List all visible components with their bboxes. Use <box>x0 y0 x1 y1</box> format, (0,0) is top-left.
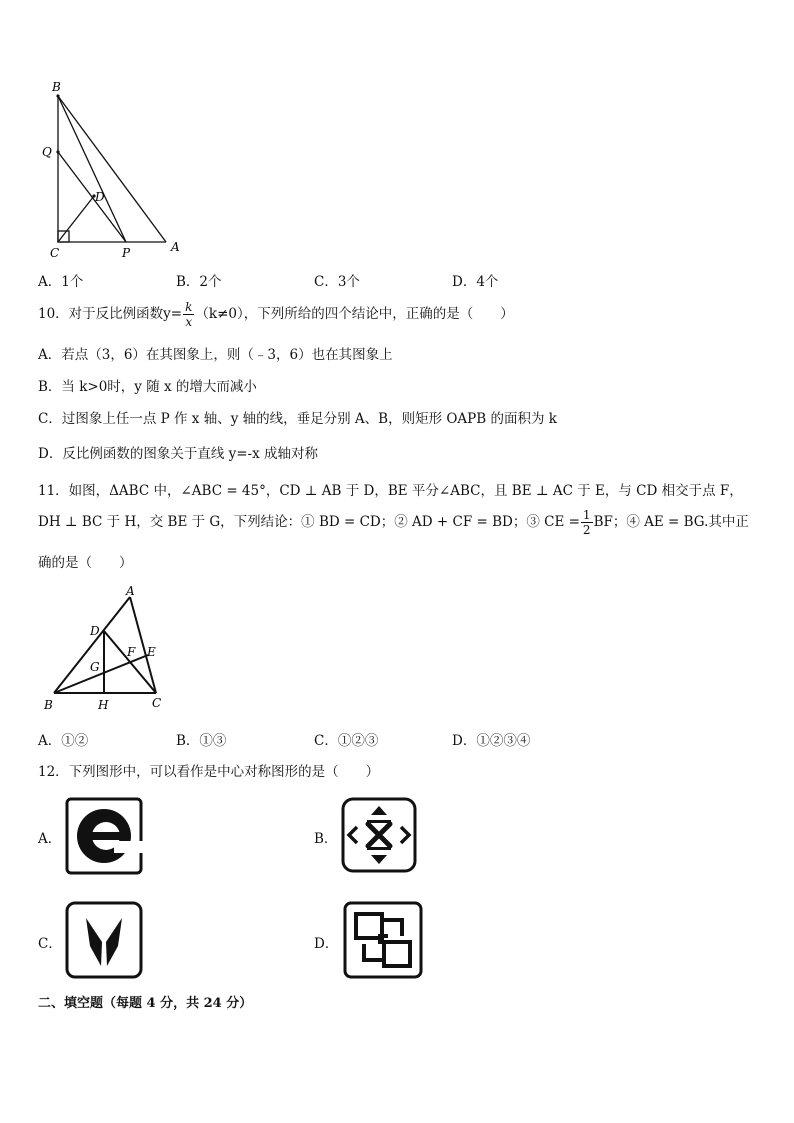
q9-label-d: D <box>95 190 105 204</box>
q12-option-b-label: B． <box>314 831 338 847</box>
q11-option-a: A．①② <box>38 733 89 749</box>
q10-stem <box>38 300 514 329</box>
q12-figure-c-v-logo-icon <box>64 900 144 980</box>
q11-triangle-figure <box>40 585 180 715</box>
q9-triangle-figure <box>30 78 190 263</box>
q11-option-b: B．①③ <box>176 733 227 749</box>
q10-option-d: D．反比例函数的图象关于直线 y=-x 成轴对称 <box>38 446 319 462</box>
q10-stem-suffix: （k≠0），下列所给的四个结论中，正确的是（ ） <box>195 306 514 322</box>
q9-option-b: B．2个 <box>176 274 222 290</box>
q11-stem-line3: 确的是（ ） <box>38 555 133 571</box>
q11-label-f: F <box>127 645 136 659</box>
q9-label-b: B <box>52 80 61 94</box>
q11-label-e: E <box>147 645 156 659</box>
q12-figure-b-arrows-icon <box>340 796 418 874</box>
q9-label-p: P <box>122 246 131 260</box>
q11-stem-line2 <box>38 508 749 537</box>
q9-option-d: D．4个 <box>452 274 499 290</box>
q11-stem-line2-b: BF；④ AE = BG.其中正 <box>593 514 749 530</box>
q9-label-q: Q <box>42 145 52 159</box>
q11-label-h: H <box>98 698 109 712</box>
q11-stem-line2-a: DH ⊥ BC 于 H，交 BE 于 G，下列结论：① BD = CD；② AD + CF = BD；③ CE = <box>38 514 580 530</box>
q9-option-a: A．1个 <box>38 274 84 290</box>
q12-option-d-label: D． <box>314 936 339 952</box>
q11-label-c: C <box>152 696 162 710</box>
q11-fraction: $\frac{1}{2}$ <box>582 508 591 537</box>
q9-label-a: A <box>171 240 180 254</box>
q12-figure-d-interlock-icon <box>342 900 424 980</box>
q10-option-a: A．若点（3，6）在其图象上，则（﹣3，6）也在其图象上 <box>38 347 393 363</box>
section-2-title: 二、填空题（每题 4 分，共 24 分） <box>38 996 253 1011</box>
q12-option-c-label: C． <box>38 936 62 952</box>
q10-option-b: B．当 k>0时，y 随 x 的增大而减小 <box>38 379 257 395</box>
q12-stem: 12．下列图形中，可以看作是中心对称图形的是（ ） <box>38 764 380 780</box>
q10-fraction: $\frac{k}{x}$ <box>185 300 193 329</box>
q11-label-g: G <box>90 660 100 674</box>
q12-figure-a-e-logo-icon <box>64 796 144 876</box>
q11-label-b: B <box>44 698 53 712</box>
q9-label-c: C <box>50 246 60 260</box>
q11-option-c: C．①②③ <box>314 733 379 749</box>
q11-label-a: A <box>126 585 135 598</box>
q12-option-a-label: A． <box>38 831 62 847</box>
q11-option-d: D．①②③④ <box>452 733 531 749</box>
q10-option-c: C．过图象上任一点 P 作 x 轴、y 轴的线，垂足分别 A、B，则矩形 OAPB 的面积为 k <box>38 411 557 427</box>
q11-label-d: D <box>90 624 100 638</box>
q11-stem-line1: 11．如图，ΔABC 中，∠ABC = 45°，CD ⊥ AB 于 D，BE 平分∠ABC，且 BE ⊥ AC 于 E，与 CD 相交于点 F， <box>38 483 743 499</box>
q9-option-c: C．3个 <box>314 274 360 290</box>
q10-stem-prefix: 10．对于反比例函数y= <box>38 306 183 322</box>
